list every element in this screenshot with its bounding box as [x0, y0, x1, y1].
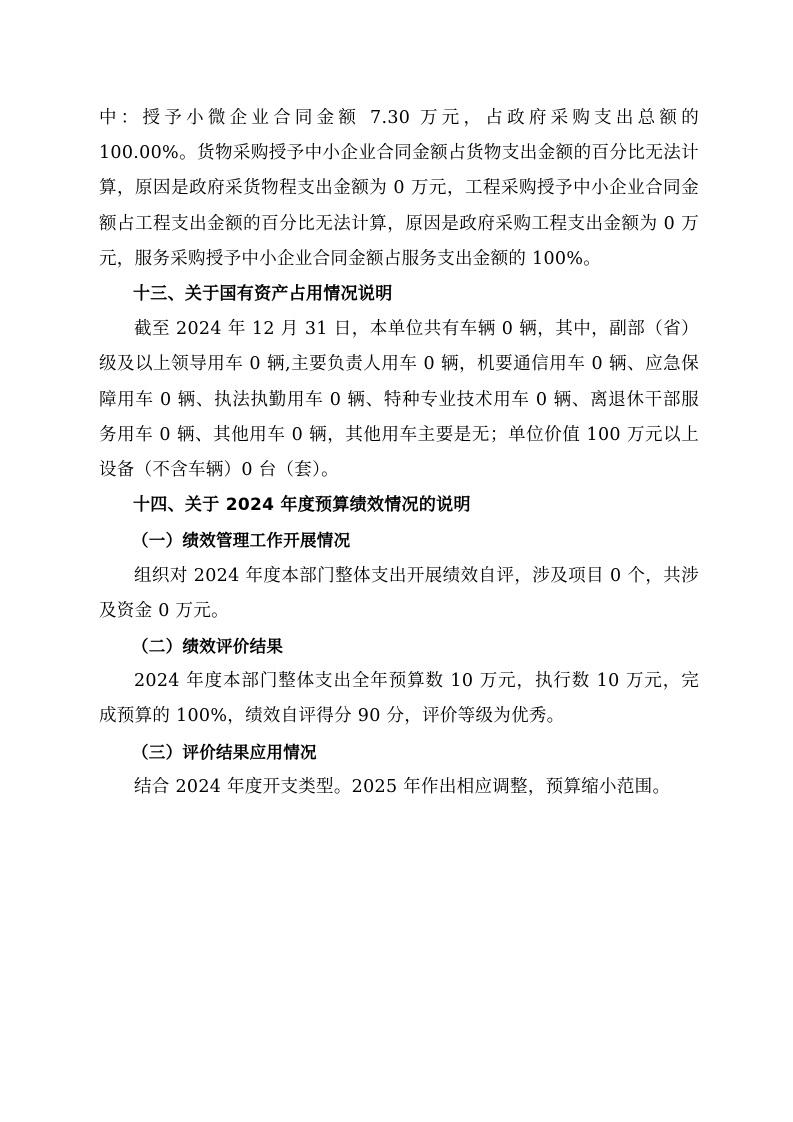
- paragraph-procurement-continued: 中：授予小微企业合同金额 7.30 万元，占政府采购支出总额的 100.00%。货物采购授予中小企业合同金额占货物支出金额的百分比无法计算，原因是政府采货物程支出金额为 0 万元，工程采购授予中小企业合同金额占工程支出金额的百分比无法计算，原因是政府采购工程支出金额为 0 万元，服务采购授予中小企业合同金额占服务支出金额的 100%。: [99, 108, 699, 269]
- paragraph-performance-management: 组织对 2024 年度本部门整体支出开展绩效自评，涉及项目 0 个，共涉及资金 0 万元。: [99, 565, 699, 621]
- document-body: [99, 101, 699, 805]
- section-heading-state-assets: 十三、关于国有资产占用情况说明: [133, 284, 393, 305]
- subheading-performance-management: （一）绩效管理工作开展情况: [132, 531, 351, 551]
- subheading-evaluation-results: （二）绩效评价结果: [132, 637, 284, 657]
- paragraph-evaluation-results: 2024 年度本部门整体支出全年预算数 10 万元，执行数 10 万元，完成预算的 100%，绩效自评得分 90 分，评价等级为优秀。: [99, 671, 699, 727]
- paragraph-results-application: 结合 2024 年度开支类型。2025 年作出相应调整，预算缩小范围。: [134, 776, 671, 797]
- paragraph-state-assets: 截至 2024 年 12 月 31 日，本单位共有车辆 0 辆，其中，副部（省）级及以上领导用车 0 辆,主要负责人用车 0 辆，机要通信用车 0 辆、应急保障用车 0 辆、执法执勤用车 0 辆、特种专业技术用车 0 辆、离退休干部服务用车 0 辆、其他用车 0 辆，其他用车主要是无；单位价值 100 万元以上设备（不含车辆）0 台（套）。: [99, 319, 699, 481]
- subheading-results-application: （三）评价结果应用情况: [132, 742, 317, 762]
- section-heading-performance: 十四、关于 2024 年度预算绩效情况的说明: [133, 495, 471, 516]
